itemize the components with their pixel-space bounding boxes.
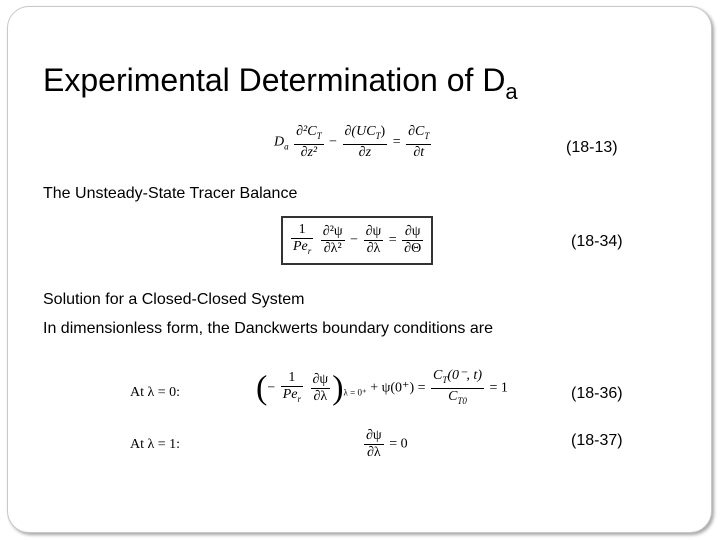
heading-closed-closed-solution: Solution for a Closed-Closed System [43, 291, 305, 308]
equation-number-18-37: (18-37) [571, 432, 623, 449]
equation-number-18-34: (18-34) [571, 233, 623, 250]
equation-number-18-13: (18-13) [566, 139, 618, 156]
heading-tracer-balance: The Unsteady-State Tracer Balance [43, 185, 298, 202]
condition-lambda-0: At λ = 0: [130, 385, 181, 400]
equation-number-18-36: (18-36) [571, 385, 623, 402]
slide-title [43, 62, 518, 105]
condition-lambda-1: At λ = 1: [130, 437, 181, 452]
equation-18-13: $D_a$ $\frac{\partial^2C_T}{\text{∂z²}}$ − $\frac{\partial(UC_T)}{\partial z}$ = $\frac{\partial C_T}{\partial t}$ [274, 124, 430, 160]
boundary-conditions-text: In dimensionless form, the Danckwerts boundary conditions are [43, 320, 493, 337]
equation-18-36: (− $\frac{1}{Pe_r}$ $\frac{\partial\psi}{\partial\lambda}$ )$_{\lambda = 0^+} + \psi(0^+)$ = $\frac{C_T(0^-, t)}{C_{T0}}$ = 1 [256, 368, 508, 407]
title-subscript: a [505, 79, 518, 104]
title-main: Experimental Determination of D [43, 62, 506, 98]
equation-18-34: $\frac{1}{Pe_r}$ $\frac{\text{∂²ψ}}{\text{∂λ²}}$ − $\frac{\partial\psi}{\partial\lambda}$ = $\frac{\partial\psi}{\partial\Theta}$ [281, 216, 433, 265]
equation-18-37: $\frac{\partial\psi}{\partial\lambda}$ = 0 [366, 428, 408, 460]
